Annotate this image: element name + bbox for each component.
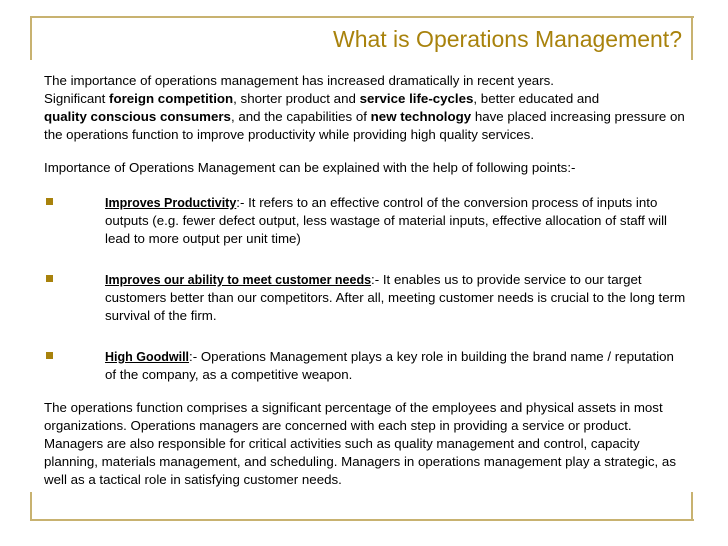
intro-text-4: , better educated and — [473, 91, 600, 106]
frame-bottom-border — [30, 519, 694, 521]
point-text: :- It refers to an effective control of the conversion process of inputs into outputs (e.g. fewer defect output, less wastage of material inputs, effective allocation of staff will lead to more output per unit time) — [105, 195, 667, 246]
intro-text-6: have placed increasing pressure on the operations function to improve productivity while providing high quality services. — [44, 109, 685, 142]
intro-text-1: The importance of operations management has increased dramatically in recent years. — [44, 73, 554, 88]
point-item — [44, 271, 688, 325]
point-heading: Improves our ability to meet customer needs — [105, 273, 372, 287]
square-bullet-icon — [46, 198, 53, 205]
closing-paragraph: The operations function comprises a significant percentage of the employees and physical assets in most organizations. Operations managers are concerned with each step in providing a service or product. Managers are also responsible for critical activities such as quality management and control, capacity planning, materials management, and scheduling. Managers in operations management play a strategic, as well as a tactical role in satisfying customer needs. — [44, 400, 676, 487]
frame-top-border — [30, 16, 694, 18]
intro-bold-1: foreign competition — [109, 91, 234, 106]
point-heading: High Goodwill — [105, 350, 190, 364]
slide-body — [44, 72, 688, 489]
intro-bold-4: new technology — [370, 109, 472, 124]
square-bullet-icon — [46, 352, 53, 359]
intro-bold-3: quality conscious consumers — [44, 109, 231, 124]
intro-text-2: Significant — [44, 91, 110, 106]
frame-bottom-left-border — [30, 492, 32, 520]
point-text: :- Operations Management plays a key role in building the brand name / reputation of the company, as a competitive weapon. — [105, 349, 674, 382]
point-item — [44, 194, 688, 248]
square-bullet-icon — [46, 275, 53, 282]
frame-left-border — [30, 16, 32, 60]
intro-text-3: , shorter product and — [233, 91, 360, 106]
lead-paragraph: Importance of Operations Management can be explained with the help of following points:- — [44, 160, 576, 175]
intro-paragraph — [44, 72, 688, 144]
intro-bold-2: service life-cycles — [359, 91, 474, 106]
point-text: :- It enables us to provide service to our target customers better than our competitors. After all, meeting customer needs is crucial to the long term survival of the firm. — [105, 272, 686, 323]
point-heading: Improves Productivity — [105, 196, 237, 210]
slide-title: What is Operations Management? — [332, 26, 682, 52]
intro-text-5: , and the capabilities of — [230, 109, 371, 124]
point-item — [44, 348, 688, 384]
frame-right-border — [691, 16, 693, 60]
frame-bottom-right-border — [691, 492, 693, 520]
